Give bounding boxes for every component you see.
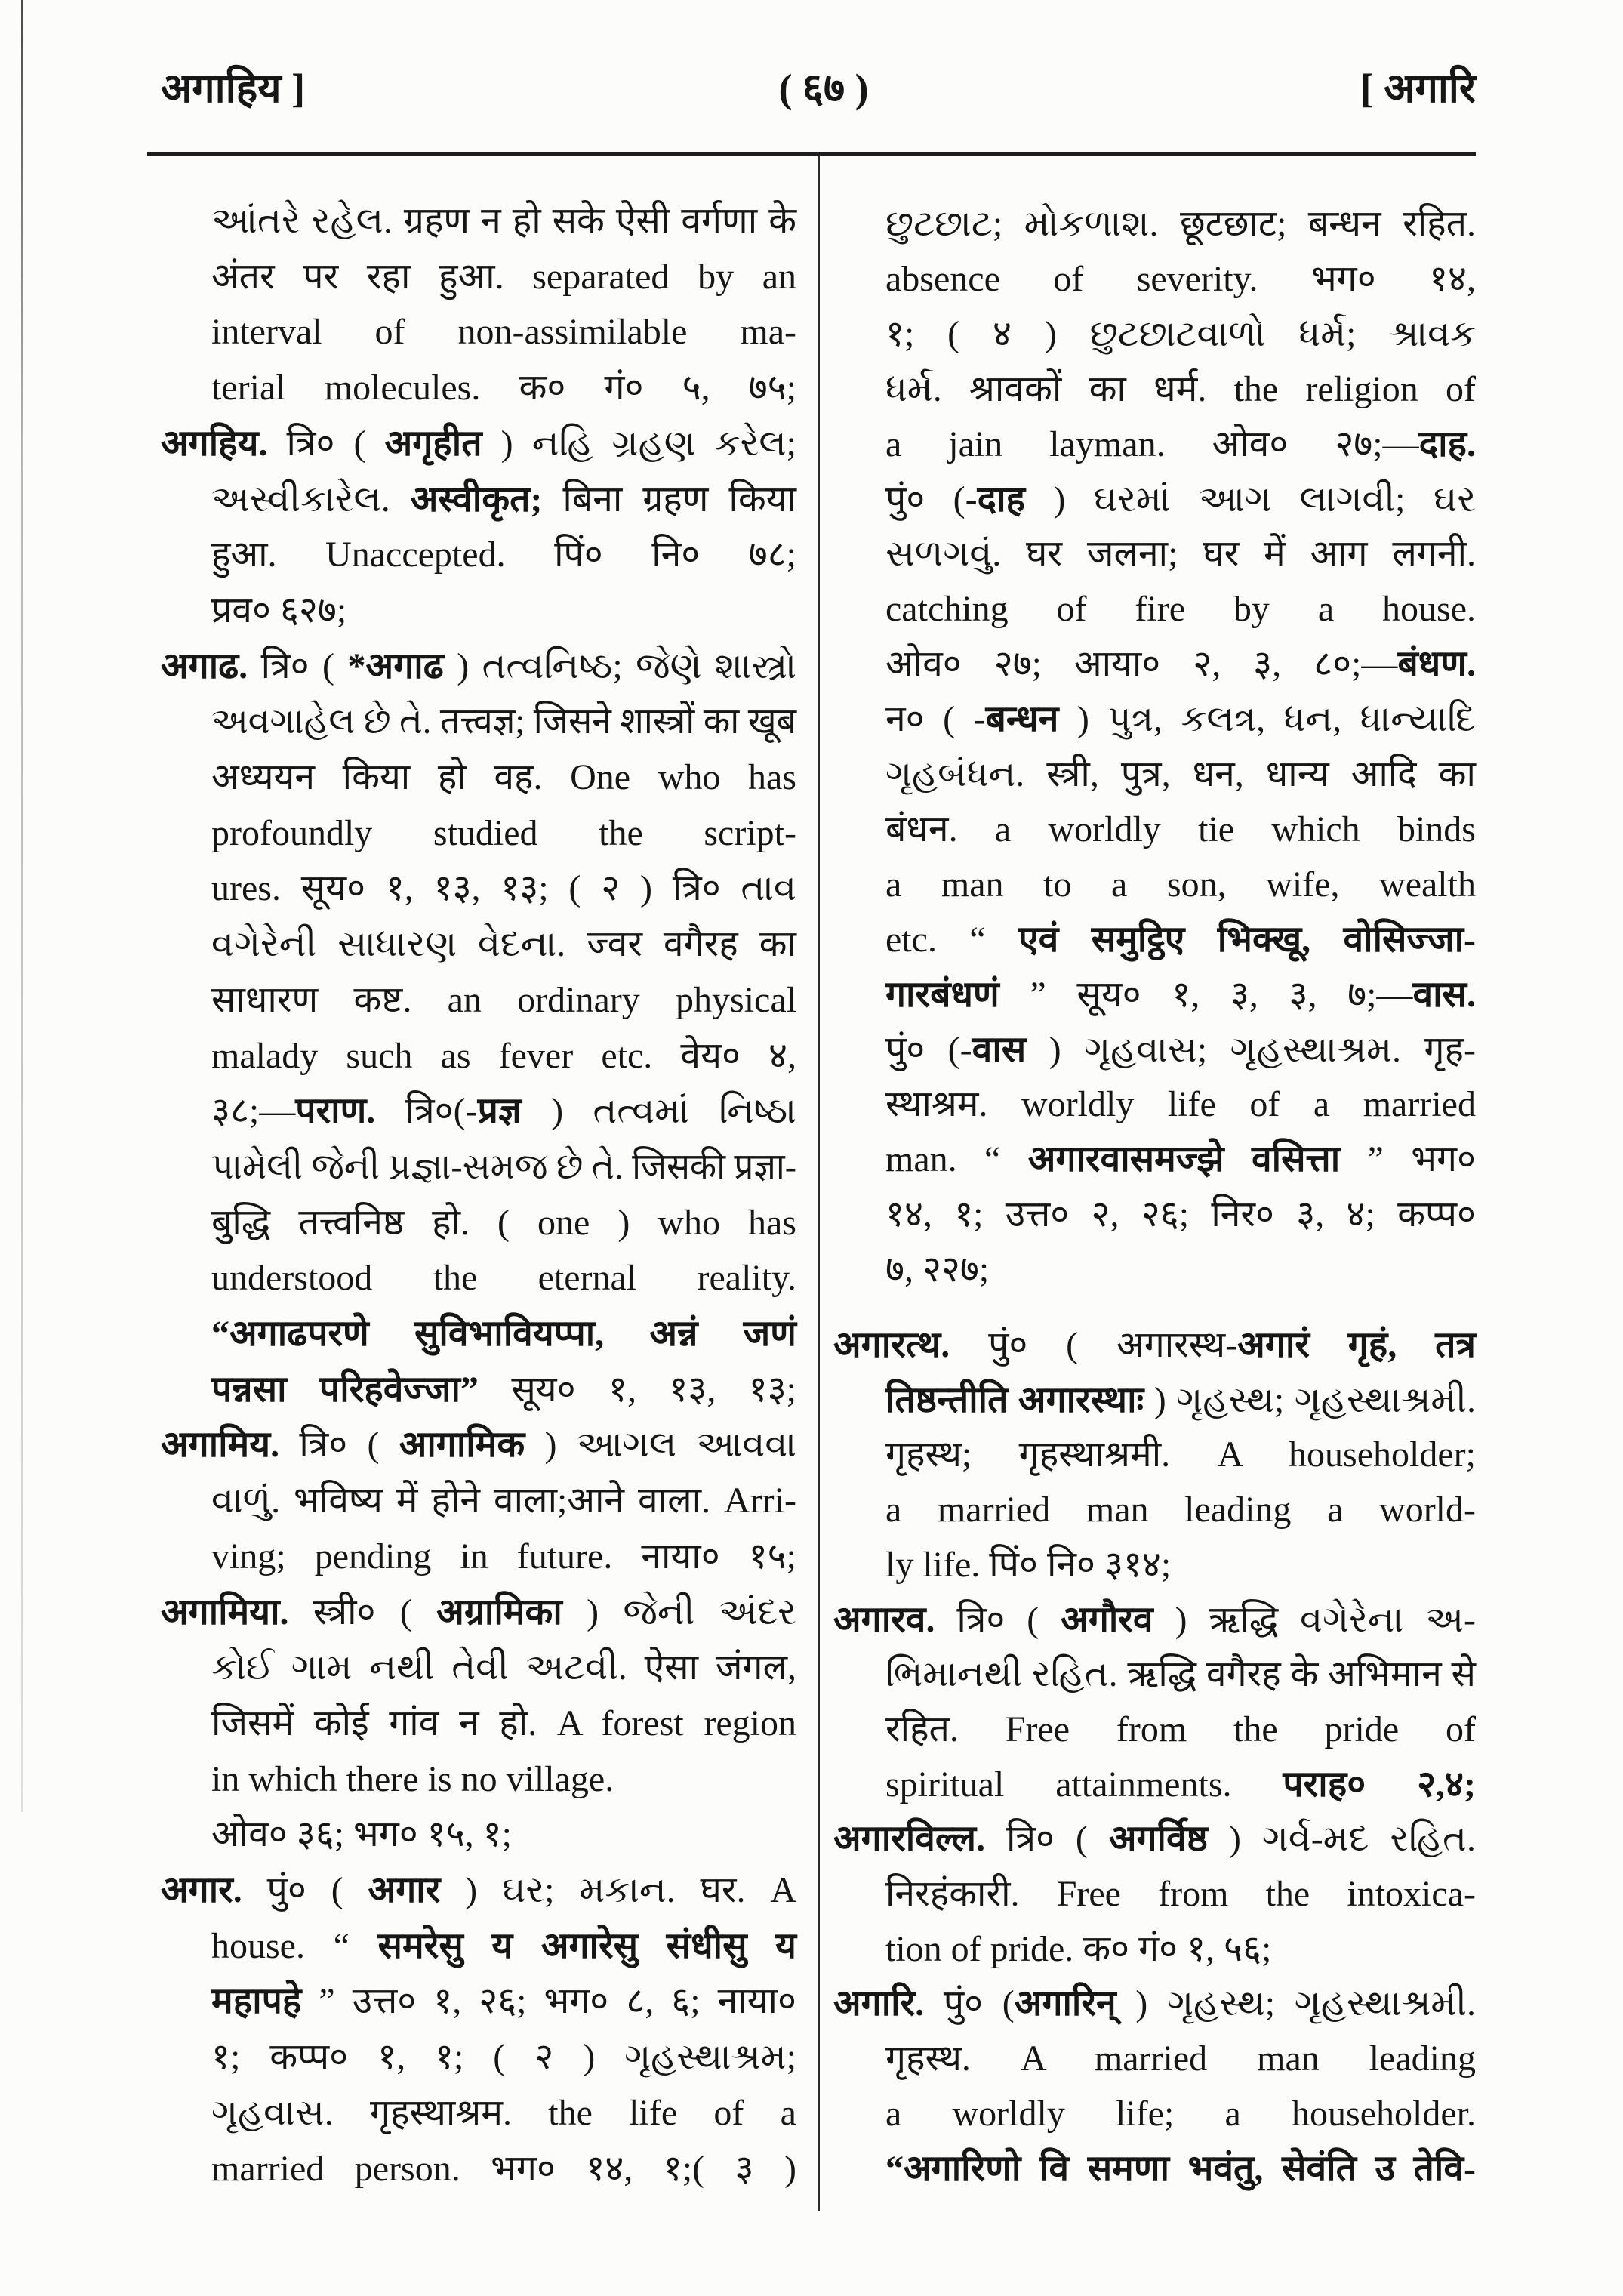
- text-run: प्रव० ६२७;: [211, 590, 347, 630]
- text-run: ” उत्त० १, २६; भग० ८, ६; नाया०: [301, 1981, 796, 2021]
- bold-text: एवं समुट्ठिए भिक्खू, वोसिज्जा-: [1018, 920, 1476, 960]
- text-run: ओव० ३६; भग० १५, १;: [211, 1814, 512, 1854]
- text-run: पुं० (-: [885, 479, 978, 519]
- text-run: absence of severity. भग० १४,: [885, 259, 1476, 299]
- text-run: पुं० (: [924, 1983, 1015, 2023]
- text-line: [885, 857, 1476, 913]
- bold-text: अगारत्थ.: [833, 1325, 950, 1365]
- text-run: આંતરે રહેલ. ग्रहण न हो सके ऐसी वर्गणा के: [211, 201, 796, 241]
- text-line: [885, 1757, 1476, 1813]
- text-line: [885, 1242, 989, 1298]
- text-run: ly life. पिं० नि० ३१४;: [885, 1545, 1172, 1585]
- text-run: ) પુત્ર, કલત્ર, ધન, ધાન્યાદિ: [1058, 699, 1477, 739]
- text-line: [885, 307, 1476, 362]
- text-line: [885, 1427, 1476, 1483]
- text-line: [885, 1187, 1476, 1243]
- running-head-left: अगाहिय ]: [161, 66, 306, 111]
- text-run: बिना ग्रहण किया: [542, 479, 796, 519]
- text-run: गृहस्थ. A married man leading: [885, 2039, 1477, 2079]
- bold-text: अगारं गृहं, तत्र: [1237, 1325, 1477, 1365]
- text-run: understood the eternal reality.: [211, 1258, 796, 1298]
- text-line: [885, 362, 1476, 418]
- bold-text: अगाढ.: [161, 646, 248, 686]
- text-line: [885, 1482, 1476, 1538]
- text-run: ” भग०: [1340, 1139, 1476, 1179]
- bold-text: बंधण.: [1397, 644, 1477, 684]
- text-run: त्रि० (: [935, 1600, 1061, 1640]
- text-run: ભિમાનથી રહિત. ऋद्धि वगैरह के अभिमान से: [885, 1654, 1476, 1694]
- text-run: ) ઘરમાં આગ લાગવી; ઘર: [1025, 479, 1477, 519]
- text-run: पुं० (-: [885, 1030, 972, 1070]
- bold-text: अगहिय.: [161, 424, 268, 464]
- text-run: निरहंकारी. Free from the intoxica-: [885, 1874, 1476, 1914]
- text-run: पुं० ( अगारस्थ-: [950, 1325, 1238, 1365]
- text-line: [885, 636, 1476, 692]
- text-run: વાળું. भविष्य में होने वाला;आने वाला. Arri-: [211, 1481, 796, 1521]
- text-run: catching of fire by a house.: [885, 589, 1477, 629]
- bold-text: बन्धन: [985, 699, 1059, 739]
- text-line: [885, 196, 1476, 252]
- text-run: १; कप्प० १, १; ( २ ) ગૃહસ્થાશ્રમ;: [211, 2037, 796, 2077]
- text-run: ” सूय० १, ३, ३, ७;—: [999, 975, 1413, 1015]
- text-run: a married man leading a world-: [885, 1490, 1476, 1530]
- text-line: [885, 1702, 1476, 1758]
- text-run: ગૃહવાસ. गृहस्थाश्रम. the life of a: [211, 2093, 796, 2133]
- text-line: [885, 1022, 1476, 1078]
- bold-text: अगार.: [161, 1870, 242, 1910]
- bold-text: दाह.: [1418, 424, 1476, 464]
- text-run: a worldly life; a householder.: [885, 2094, 1476, 2134]
- text-run: house. “: [211, 1926, 378, 1966]
- text-run: ) ગૃહવાસ; ગૃહસ્થાશ્રમ. गृह-: [1026, 1030, 1476, 1070]
- bold-text: दाह: [977, 479, 1025, 519]
- bold-text: तिष्ठन्तीति अगारस्थाः: [885, 1380, 1144, 1420]
- text-run: ) ऋद्धि વગેરેના અ-: [1153, 1600, 1476, 1640]
- bold-text: अगामिया.: [161, 1592, 289, 1632]
- text-run: १; ( ४ ) છુટછાટવાળો ધર્મ; શ્રાવક: [885, 314, 1476, 354]
- text-run: स्थाश्रम. worldly life of a married: [885, 1084, 1476, 1124]
- bold-text: पराह० २,४;: [1283, 1764, 1476, 1804]
- text-line: [885, 526, 1476, 582]
- text-line: [885, 417, 1476, 473]
- text-run: a jain layman. ओव० २७;—: [885, 424, 1419, 464]
- bold-text: अगारव.: [833, 1600, 935, 1640]
- bold-text: वास.: [1412, 975, 1477, 1015]
- bold-text: *अगाढ: [347, 646, 444, 686]
- text-run: વગેરેની સાધારણ વેદના. ज्वर वगैरह का: [211, 924, 796, 964]
- text-line: [885, 747, 1476, 803]
- entry-start-line: [833, 1811, 1476, 1867]
- text-run: a man to a son, wife, wealth: [885, 864, 1476, 905]
- text-line: [885, 472, 1476, 528]
- text-run: etc. “: [885, 920, 1019, 960]
- text-run: अंतर पर रहा हुआ. separated by an: [211, 257, 797, 297]
- text-run: terial molecules. क० गं० ५, ७५;: [211, 368, 796, 408]
- text-run: बुद्धि तत्त्वनिष्ठ हो. ( one ) who has: [211, 1203, 796, 1243]
- text-line: [885, 802, 1476, 858]
- text-run: पुं० (: [242, 1870, 368, 1910]
- bold-text: पन्नसा परिहवेज्जा”: [211, 1370, 479, 1410]
- text-run: ) ગૃહસ્થ; ગૃહસ્થાશ્રમી.: [1144, 1380, 1476, 1420]
- bold-text: समरेसु य अगारेसु संधीसु य: [377, 1926, 796, 1966]
- bold-text: अगार: [368, 1870, 441, 1910]
- bold-text: प्रज्ञ: [477, 1091, 522, 1131]
- text-line: [885, 1537, 1171, 1593]
- text-run: ) તત્વનિષ્ઠ; જેણે શાસ્ત્રો: [443, 646, 796, 686]
- text-line: [885, 1373, 1476, 1428]
- text-run: त्रि० (: [985, 1819, 1109, 1859]
- text-line: [885, 1132, 1476, 1188]
- bold-text: “अगारिणो वि समणा भवंतु, सेवंति उ तेवि-: [885, 2149, 1477, 2189]
- text-run: ) આગલ આવવા: [525, 1425, 796, 1465]
- text-run: અસ્વીકારેલ.: [211, 479, 411, 519]
- text-run: કોઈ ગામ નથી તેવી અટવી. ऐसा जंगल,: [211, 1647, 797, 1687]
- text-line: [885, 2031, 1476, 2087]
- text-run: પામેલી જેની પ્રજ્ઞા-સમજ છે તે. जिसकी प्रज्ञा-: [211, 1147, 796, 1187]
- text-line: [885, 2086, 1476, 2142]
- text-line: [885, 967, 1476, 1023]
- text-run: ures. सूय० १, १३, १३; ( २ ) त्रि० તાવ: [211, 868, 796, 908]
- bold-text: अगारि.: [833, 1983, 925, 2023]
- bold-text: अगारविल्ल.: [833, 1819, 986, 1859]
- text-line: [885, 1866, 1476, 1922]
- text-run: ) ગર્વ-મદ રહિત.: [1207, 1819, 1477, 1859]
- text-run: man. “: [885, 1139, 1028, 1179]
- text-run: ओव० २७; आया० २, ३, ८०;—: [885, 644, 1398, 684]
- text-run: ७, २२७;: [885, 1250, 990, 1290]
- text-run: ) જેની અંદર: [562, 1592, 796, 1632]
- text-run: સળગવું. घर जलना; घर में आग लगनी.: [885, 534, 1476, 574]
- text-line: [885, 1647, 1476, 1703]
- text-run: in which there is no village.: [211, 1759, 614, 1799]
- bold-text: वास: [972, 1030, 1027, 1070]
- text-line: [885, 251, 1476, 307]
- text-line: [885, 1077, 1476, 1133]
- bold-text: अगृहीत: [384, 424, 482, 464]
- text-run: हुआ. Unaccepted. पिं० नि० ७८;: [211, 535, 797, 575]
- text-run: सूय० १, १३, १३;: [478, 1370, 797, 1410]
- text-line: [885, 581, 1476, 637]
- bold-text: “अगाढपरणे सुविभावियप्पा, अन्नं जणं: [211, 1314, 796, 1354]
- text-run: त्रि० (: [279, 1425, 399, 1465]
- entry-start-line: [833, 1976, 1476, 2032]
- bold-text: अग्रामिका: [436, 1592, 562, 1632]
- text-run: ) ઘર; મકાન. घर. A: [440, 1870, 796, 1910]
- text-run: ३८;—: [211, 1091, 296, 1131]
- text-run: ધર્મ. श्रावकों का धर्म. the religion of: [885, 369, 1476, 409]
- bold-text: महापहे: [211, 1981, 302, 2021]
- text-run: ગૃહબંધન. स्त्री, पुत्र, धन, धान्य आदि का: [885, 754, 1476, 794]
- entry-start-line: [833, 1592, 1476, 1648]
- bold-text: पराण.: [295, 1091, 376, 1131]
- text-run: married person. भग० १४, १;( ३ ): [211, 2149, 796, 2189]
- bold-text: अगारवासमज्झे वसित्ता: [1027, 1139, 1341, 1179]
- text-run: ) તત્વમાં નિષ્ઠા: [521, 1091, 796, 1131]
- page-number: ( ६७ ): [778, 66, 869, 111]
- text-run: रहित. Free from the pride of: [885, 1709, 1477, 1749]
- text-run: त्रि० (: [248, 646, 348, 686]
- text-run: गृहस्थ; गृहस्थाश्रमी. A householder;: [885, 1435, 1476, 1475]
- bold-text: अगारिन्: [1014, 1983, 1116, 2023]
- text-run: malady such as fever etc. वेय० ४,: [211, 1036, 797, 1076]
- text-run: interval of non-assimilable ma-: [211, 312, 796, 352]
- bold-text: अगामिय.: [161, 1425, 280, 1465]
- text-line: [885, 1922, 1271, 1977]
- text-run: છુટછાટ; મોકળાશ. छूटछाट; बन्धन रहित.: [885, 204, 1476, 244]
- entry-start-line: [833, 1318, 1476, 1373]
- bold-text: गारबंधणं: [885, 975, 999, 1015]
- bold-text: अगर्विष्ठ: [1108, 1819, 1208, 1859]
- text-run: अध्ययन किया हो वह. One who has: [211, 757, 796, 797]
- text-run: profoundly studied the script-: [211, 813, 796, 853]
- text-run: साधारण कष्ट. an ordinary physical: [211, 980, 796, 1020]
- text-run: स्त्री० (: [288, 1592, 437, 1632]
- text-line: [885, 912, 1476, 968]
- bold-text: आगामिक: [399, 1425, 525, 1465]
- text-run: न० ( -: [885, 699, 986, 739]
- text-run: १४, १; उत्त० २, २६; निर० ३, ४; कप्प०: [885, 1194, 1476, 1234]
- text-run: त्रि०(-: [375, 1091, 478, 1131]
- running-head-right: [ अगारि: [1360, 66, 1476, 111]
- text-run: tion of pride. क० गं० १, ५६;: [885, 1929, 1272, 1969]
- text-run: અવગાહેલ છે તે. तत्त्वज्ञ; जिसने शास्त्रों का खूब: [211, 701, 796, 741]
- text-run: ) ગૃહસ્થ; ગૃહસ્થાશ્રમી.: [1116, 1983, 1476, 2023]
- text-run: बंधन. a worldly tie which binds: [885, 809, 1476, 849]
- text-run: त्रि० (: [267, 424, 385, 464]
- text-run: ) નહિ ગ્રહણ કરેલ;: [482, 424, 796, 464]
- text-run: spiritual attainments.: [885, 1764, 1283, 1804]
- bold-text: अस्वीकृत;: [410, 479, 543, 519]
- text-run: जिसमें कोई गांव न हो. A forest region: [211, 1703, 796, 1743]
- text-run: ving; pending in future. नाया० १५;: [211, 1536, 796, 1576]
- bold-text: अगौरव: [1061, 1600, 1153, 1640]
- text-line: [885, 692, 1476, 747]
- text-line: [885, 2141, 1476, 2197]
